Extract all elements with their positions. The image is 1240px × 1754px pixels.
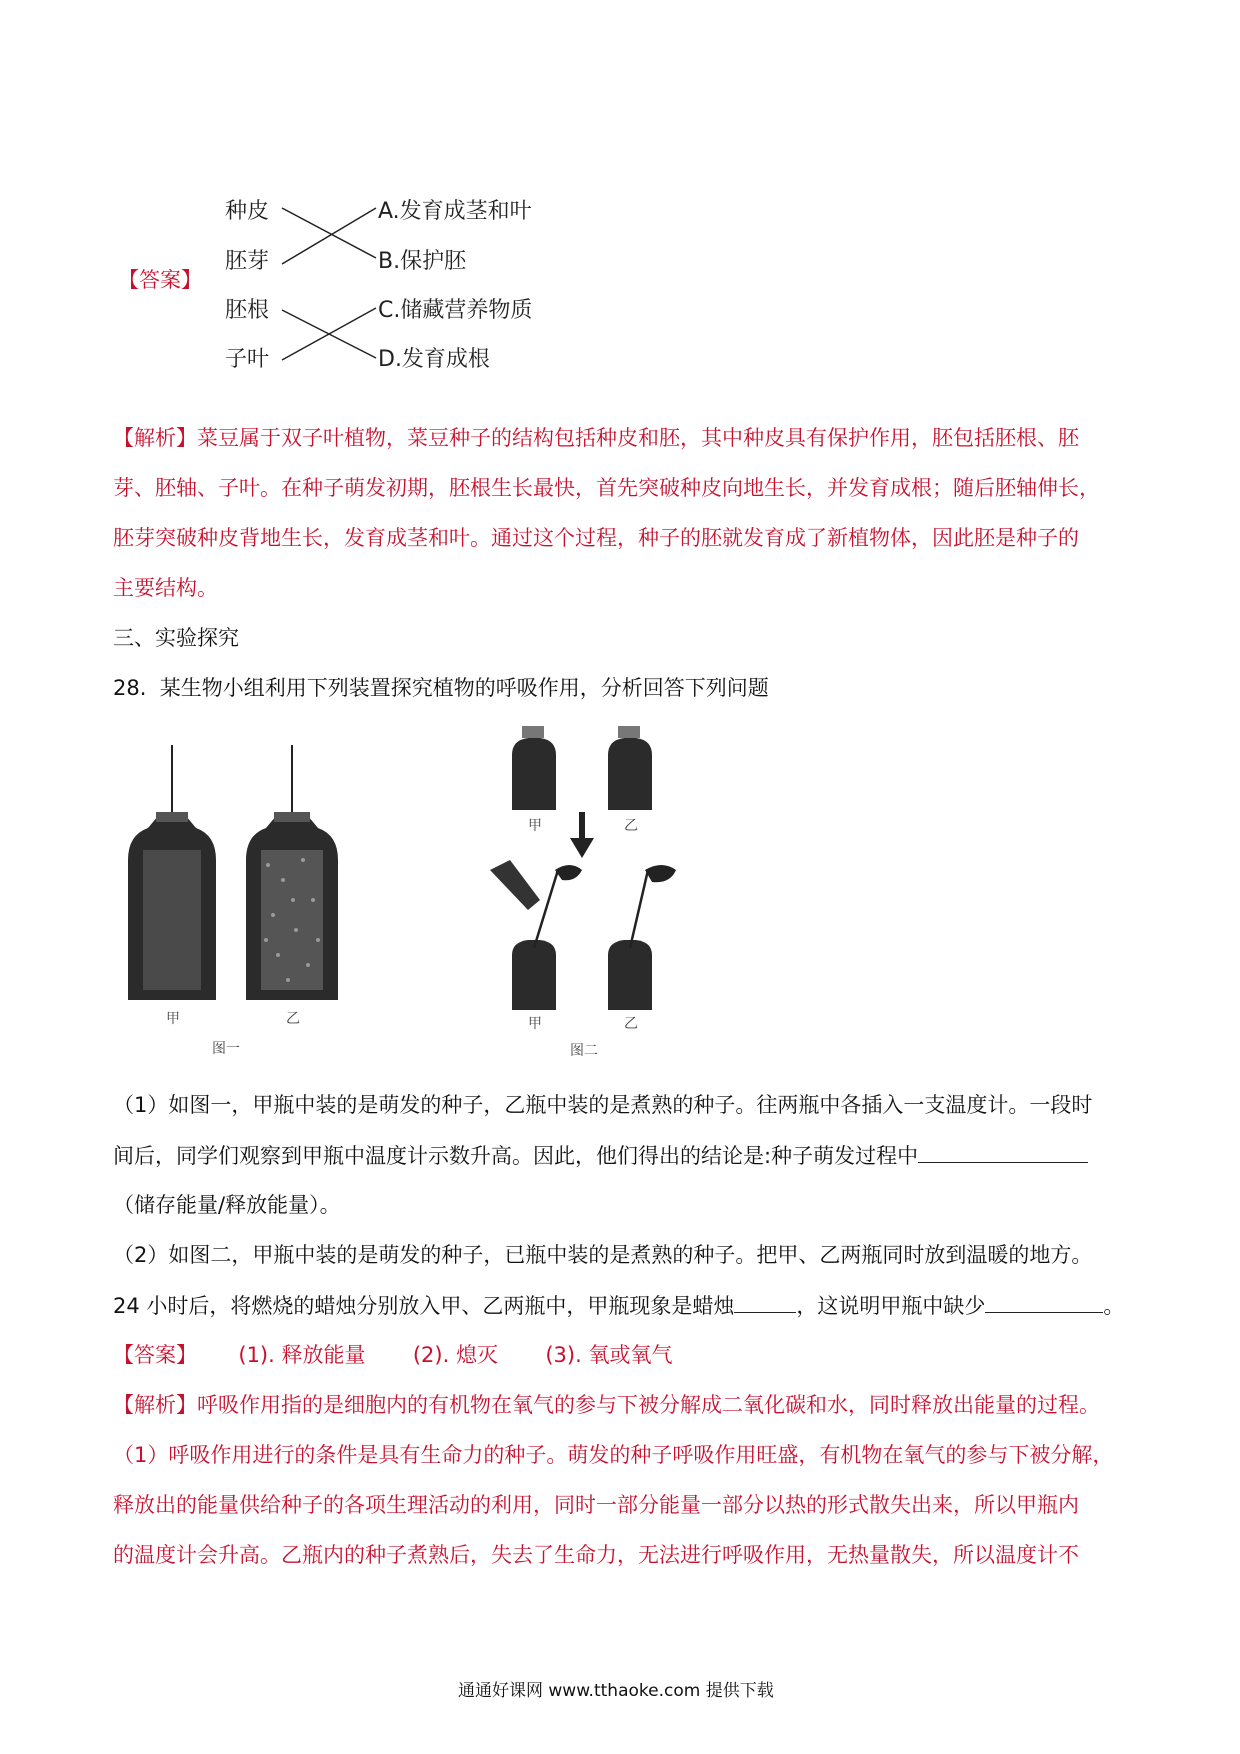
question-text: 某生物小组利用下列装置探究植物的呼吸作用，分析回答下列问题: [159, 676, 769, 700]
match-left-item: 子叶: [225, 347, 270, 372]
answer-line-2: [113, 1340, 672, 1370]
page-footer: 通通好课网 www.tthaoke.com 提供下载: [458, 1681, 774, 1701]
analysis-line: 芽、胚轴、子叶。在种子萌发初期，胚根生长最快，首先突破种皮向地生长，并发育成根；随后胚轴伸长，: [113, 476, 1100, 500]
match-right-item: B.保护胚: [378, 249, 467, 274]
part1-line: [113, 1140, 1088, 1171]
match-left-item: 胚根: [225, 298, 270, 323]
figure-two-top-label-b: 乙: [624, 818, 638, 834]
answer-blank-2[interactable]: [734, 1290, 796, 1313]
figure-one: [118, 740, 358, 1065]
match-left-item: 种皮: [225, 199, 270, 224]
analysis-line: 释放出的能量供给种子的各项生理活动的利用，同时一部分能量一部分以热的形式散失出来，所以甲瓶内: [113, 1493, 1079, 1517]
matching-diagram: [220, 190, 560, 380]
question-line: [113, 673, 769, 703]
part2-line: （2）如图二，甲瓶中装的是萌发的种子，已瓶中装的是煮熟的种子。把甲、乙两瓶同时放到温暖的地方。: [113, 1243, 1093, 1267]
figure-one-caption: 图一: [212, 1041, 240, 1057]
analysis-line: 主要结构。: [113, 576, 218, 600]
part2-text: 24 小时后，将燃烧的蜡烛分别放入甲、乙两瓶中，甲瓶现象是蜡烛: [113, 1294, 735, 1318]
part1-text: 间后，同学们观察到甲瓶中温度计示数升高。因此，他们得出的结论是:种子萌发过程中: [113, 1144, 919, 1168]
analysis-text: 呼吸作用指的是细胞内的有机物在氧气的参与下被分解成二氧化碳和水，同时释放出能量的过程。: [197, 1393, 1100, 1417]
figure-two-bottom-label-b: 乙: [624, 1016, 638, 1032]
analysis-line: 胚芽突破种皮背地生长，发育成茎和叶。通过这个过程，种子的胚就发育成了新植物体，因此胚是种子的: [113, 526, 1079, 550]
answer-blank-1[interactable]: [918, 1140, 1088, 1163]
figure-one-drawing: [118, 740, 358, 1065]
match-right-item: D.发育成根: [378, 347, 490, 372]
part2-line: [113, 1290, 1124, 1321]
part2-text: 。: [1103, 1294, 1125, 1318]
figure-two-top-label-a: 甲: [528, 818, 542, 834]
analysis-line: [113, 1390, 1100, 1420]
analysis-tag-2: 【解析】: [113, 1393, 197, 1417]
part2-text: ，这说明甲瓶中缺少: [796, 1294, 986, 1318]
answer-tag-1: 【答案】: [118, 268, 202, 292]
answer-item: (2). 熄灭: [412, 1343, 498, 1367]
analysis-tag-1: 【解析】: [113, 426, 197, 450]
analysis-line: 的温度计会升高。乙瓶内的种子煮熟后，失去了生命力，无法进行呼吸作用，无热量散失，所以温度计不: [113, 1543, 1079, 1567]
section-title: 三、实验探究: [113, 626, 239, 650]
answer-blank-3[interactable]: [985, 1290, 1103, 1313]
figure-two: [470, 720, 710, 1065]
analysis-line: （1）呼吸作用进行的条件是具有生命力的种子。萌发的种子呼吸作用旺盛，有机物在氧气的参与下被分解，: [113, 1443, 1114, 1467]
part1-line: （储存能量/释放能量）。: [113, 1193, 341, 1217]
figure-two-drawing: [470, 720, 710, 1065]
match-lines: [220, 190, 560, 380]
analysis-text: 菜豆属于双子叶植物，菜豆种子的结构包括种皮和胚，其中种皮具有保护作用，胚包括胚根、胚: [197, 426, 1079, 450]
match-left-item: 胚芽: [225, 249, 270, 274]
answer-tag-2: 【答案】: [113, 1343, 197, 1367]
match-right-item: A.发育成茎和叶: [378, 199, 532, 224]
figure-two-caption: 图二: [570, 1043, 598, 1059]
figure-one-label-a: 甲: [166, 1011, 180, 1027]
answer-item: (1). 释放能量: [238, 1343, 366, 1367]
figure-two-bottom-label-a: 甲: [528, 1016, 542, 1032]
part1-line: （1）如图一，甲瓶中装的是萌发的种子，乙瓶中装的是煮熟的种子。往两瓶中各插入一支温度计。一段时: [113, 1093, 1093, 1117]
figure-one-label-b: 乙: [286, 1011, 300, 1027]
match-right-item: C.储藏营养物质: [378, 298, 533, 323]
question-number: 28.: [113, 676, 147, 700]
answer-item: (3). 氧或氧气: [545, 1343, 673, 1367]
analysis-line: [113, 423, 1079, 453]
